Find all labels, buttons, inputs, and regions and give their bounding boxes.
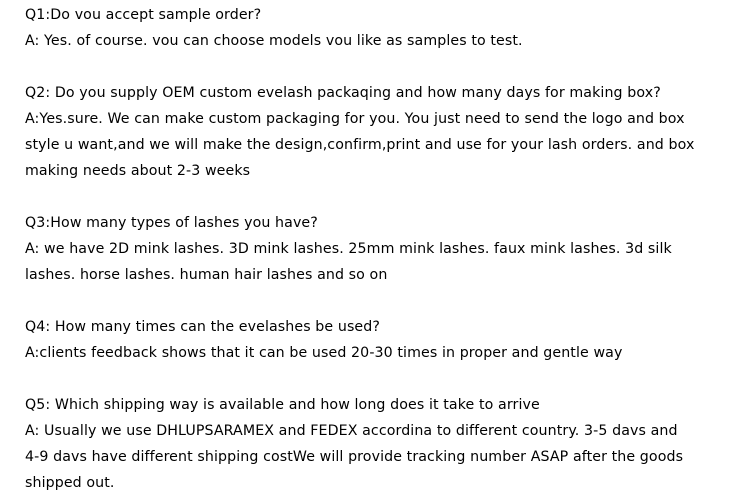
faq-answer-line: A: Usually we use DHLUPSARAMEX and FEDEX accordina to different country. 3-5 davs and xyxy=(25,423,678,439)
faq-item-q3 xyxy=(25,210,737,288)
faq-item-q2 xyxy=(25,80,737,184)
faq-item-q5 xyxy=(25,392,737,496)
faq-answer-line: A:clients feedback shows that it can be used 20-30 times in proper and gentle way xyxy=(25,345,623,361)
faq-answer-line: 4-9 davs have different shipping costWe will provide tracking number ASAP after the goods xyxy=(25,449,684,465)
faq-answer-line: shipped out. xyxy=(25,475,115,491)
faq-item-q4 xyxy=(25,314,737,366)
faq-answer-line: A:Yes.sure. We can make custom packaging for you. You just need to send the logo and box xyxy=(25,111,685,127)
faq-item-q1 xyxy=(25,2,737,54)
faq-answer-line: making needs about 2-3 weeks xyxy=(25,163,251,179)
faq-answer-line: A: Yes. of course. vou can choose models vou like as samples to test. xyxy=(25,33,523,49)
faq-answer-line: style u want,and we will make the design,confirm,print and use for your lash orders. and box xyxy=(25,137,695,153)
faq-question: Q2: Do you supply OEM custom evelash packaqing and how many days for making box? xyxy=(25,85,661,101)
faq-question: Q4: How many times can the evelashes be used? xyxy=(25,319,380,335)
faq-answer-line: A: we have 2D mink lashes. 3D mink lashes. 25mm mink lashes. faux mink lashes. 3d silk xyxy=(25,241,672,257)
faq-question: Q1:Do vou accept sample order? xyxy=(25,7,262,23)
faq-answer-line: lashes. horse lashes. human hair lashes and so on xyxy=(25,267,388,283)
faq-question: Q3:How many types of lashes you have? xyxy=(25,215,318,231)
faq-question: Q5: Which shipping way is available and how long does it take to arrive xyxy=(25,397,540,413)
faq-list xyxy=(25,2,737,496)
